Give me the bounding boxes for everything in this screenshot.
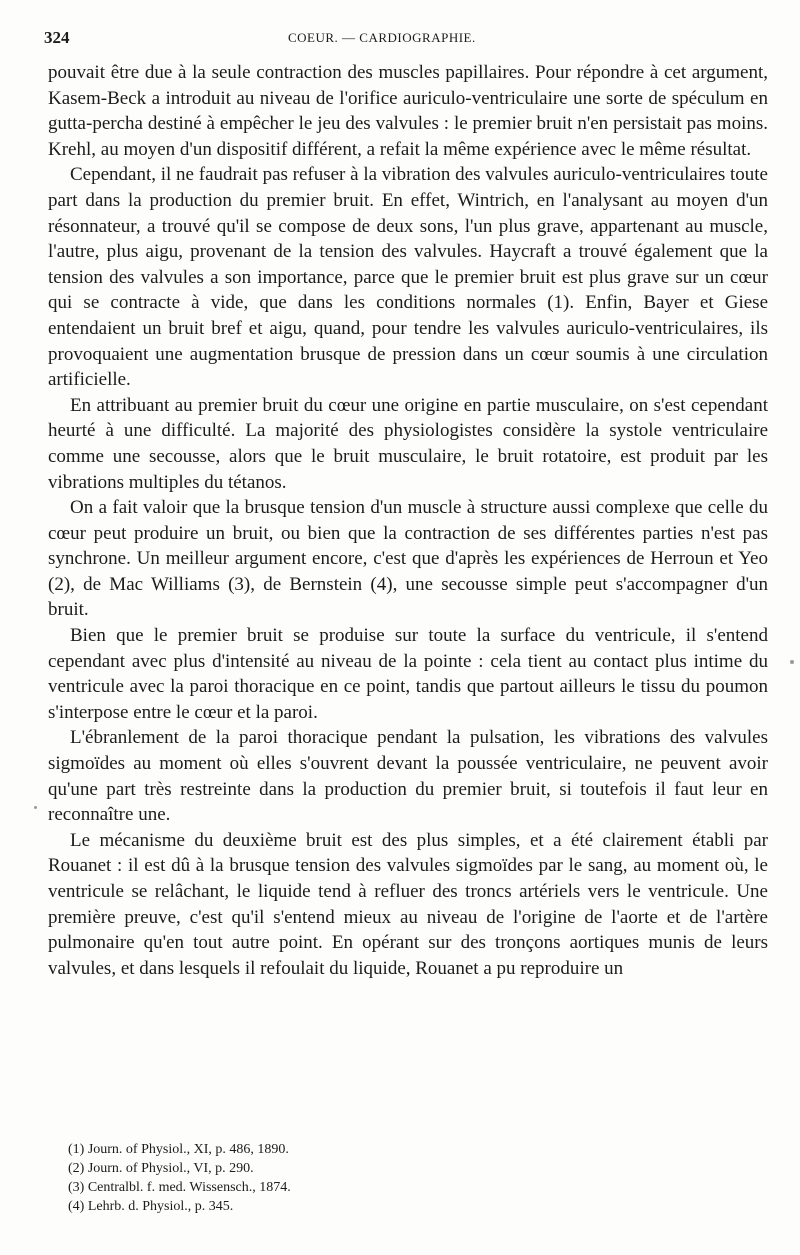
paragraph-3: En attribuant au premier bruit du cœur une origine en partie musculaire, on s'est cependant heurté à une difficulté. La majorité des physiologistes considère la systole ventriculaire comme une secousse, alors que le bruit musculaire, le bruit rotatoire, est produit par les vibrations multiples du tétanos. — [48, 394, 768, 493]
footnote-3: (3) Centralbl. f. med. Wissensch., 1874. — [68, 1180, 291, 1195]
paragraph-2: Cependant, il ne faudrait pas refuser à la vibration des valvules auriculo-ventriculaires toute part dans la production du premier bruit. En effet, Wintrich, en l'analysant au moyen d'un résonnateur, a trouvé qu'il se compose de deux sons, l'un plus grave, appartenant au muscle, l'autre, plus aigu, provenant de la tension des valvules. Haycraft a trouvé également que la tension des valvules a son importance, parce que le premier bruit est plus grave sur un cœur qui se contracte à vide, que dans les conditions normales (1). Enfin, Bayer et Giese entendaient un bruit bref et aigu, quand, pour tendre les valvules auriculo-ventriculaires, ils provoquaient une augmentation brusque de pression dans un cœur soumis à une circulation artificielle. — [48, 164, 768, 391]
running-head — [44, 26, 764, 48]
paragraph-5: Bien que le premier bruit se produise sur toute la surface du ventricule, il s'entend cependant avec plus d'intensité au niveau de la pointe : cela tient au contact plus intime du ventricule avec la paroi thoracique en ce point, tandis que partout ailleurs le tissu du poumon s'interpose entre le cœur et la paroi. — [48, 625, 768, 723]
running-title: COEUR. — CARDIOGRAPHIE. — [288, 30, 476, 45]
footnote-1: (1) Journ. of Physiol., XI, p. 486, 1890. — [68, 1142, 289, 1157]
page-number: 324 — [44, 28, 70, 47]
paragraph-6: L'ébranlement de la paroi thoracique pendant la pulsation, les vibrations des valvules sigmoïdes au moment où elles s'ouvrent devant la poussée ventriculaire, ne peuvent avoir qu'une part très restreinte dans la production du premier bruit, si toutefois il faut leur en reconnaître une. — [48, 727, 768, 826]
footnote-4: (4) Lehrb. d. Physiol., p. 345. — [68, 1199, 234, 1214]
print-speck — [790, 660, 794, 664]
body-text — [48, 60, 768, 981]
footnotes — [68, 1140, 718, 1216]
print-speck — [34, 806, 37, 809]
paragraph-4: On a fait valoir que la brusque tension d'un muscle à structure aussi complexe que celle du cœur peut produire un bruit, ou bien que la contraction de ses différentes parties n'est pas synchrone. Un meilleur argument encore, c'est que d'après les expériences de Herroun et Yeo (2), de Mac Williams (3), de Bernstein (4), une secousse simple peut s'accompagner d'un bruit. — [48, 497, 768, 621]
paragraph-7: Le mécanisme du deuxième bruit est des plus simples, et a été clairement établi par Rouanet : il est dû à la brusque tension des valvules sigmoïdes par le sang, au moment où, le ventricule se relâchant, le liquide tend à refluer des troncs artériels vers le ventricule. Une première preuve, c'est qu'il s'entend mieux au niveau de l'origine de l'aorte et de l'artère pulmonaire qu'en tout autre point. En opérant sur des tronçons aortiques munis de leurs valvules, et dans lesquels il refoulait du liquide, Rouanet a pu reproduire un — [48, 829, 768, 979]
paragraph-1: pouvait être due à la seule contraction des muscles papillaires. Pour répondre à cet argument, Kasem-Beck a introduit au niveau de l'orifice auriculo-ventriculaire une sorte de spéculum en gutta-percha destiné à empêcher le jeu des valvules : le premier bruit n'en persistait pas moins. Krehl, au moyen d'un dispositif différent, a refait la même expérience avec le même résultat. — [48, 62, 768, 160]
footnote-2: (2) Journ. of Physiol., VI, p. 290. — [68, 1161, 254, 1176]
